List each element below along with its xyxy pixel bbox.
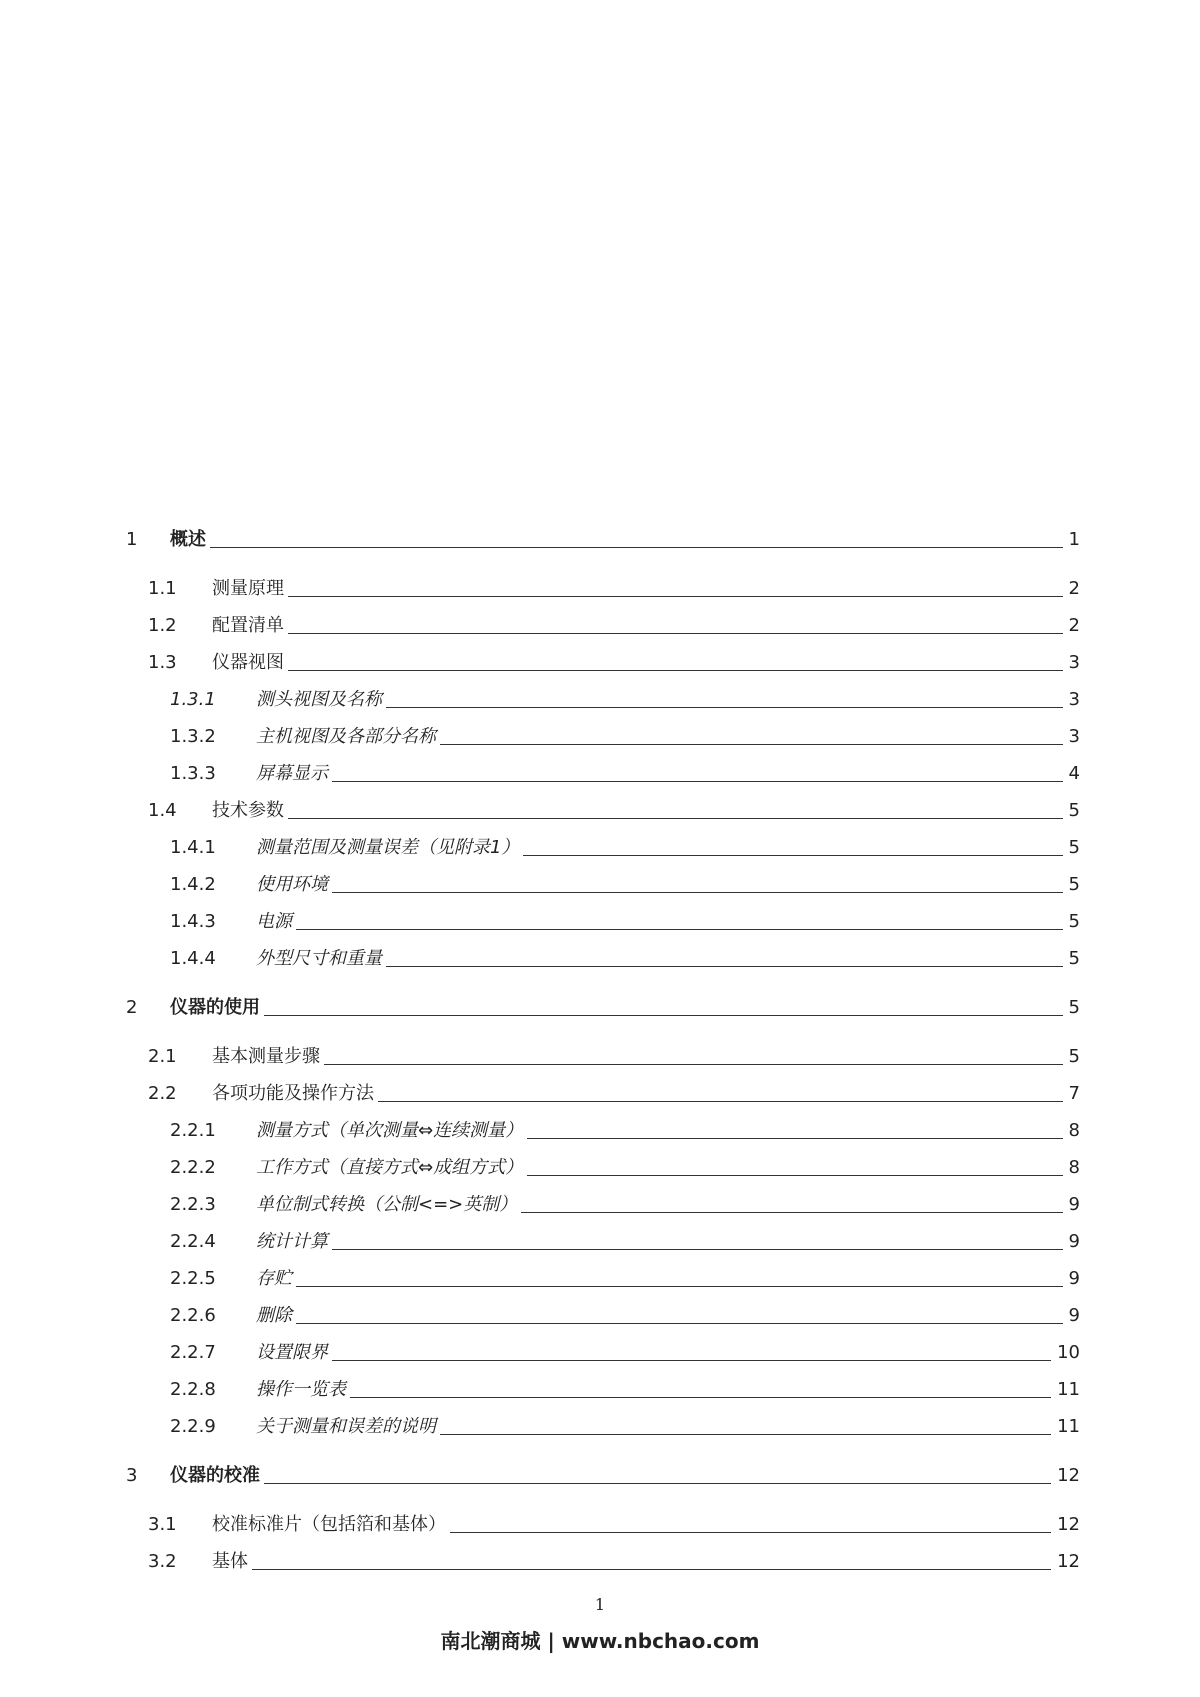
toc-entry-page: 5 xyxy=(1068,874,1080,895)
toc-entry-page: 12 xyxy=(1057,1514,1080,1535)
toc-entry-title: 单位制式转换（公制<=>英制） xyxy=(256,1194,518,1215)
toc-entry-page: 11 xyxy=(1057,1416,1080,1437)
toc-entry-page: 2 xyxy=(1068,615,1080,636)
toc-entry[interactable] xyxy=(126,993,1080,1019)
toc-entry[interactable] xyxy=(170,1227,1080,1253)
toc-leader-line xyxy=(450,1531,1051,1533)
toc-entry-number: 1.2 xyxy=(148,615,177,636)
toc-entry-page: 3 xyxy=(1068,652,1080,673)
toc-entry-title: 测量范围及测量误差（见附录1） xyxy=(256,837,520,858)
toc-entry[interactable] xyxy=(170,1375,1080,1401)
toc-entry-title: 测头视图及名称 xyxy=(256,689,382,710)
toc-entry[interactable] xyxy=(148,574,1080,600)
toc-entry-number: 1.3.1 xyxy=(170,689,216,710)
toc-entry[interactable] xyxy=(170,1264,1080,1290)
toc-entry-number: 2.2.6 xyxy=(170,1305,216,1326)
toc-leader-line xyxy=(332,1359,1051,1361)
toc-entry-number: 2.2.9 xyxy=(170,1416,216,1437)
toc-entry-page: 12 xyxy=(1057,1465,1080,1486)
toc-leader-line xyxy=(332,1248,1063,1250)
toc-leader-line xyxy=(378,1100,1063,1102)
toc-entry-page: 7 xyxy=(1068,1083,1080,1104)
toc-leader-line xyxy=(264,1014,1063,1016)
toc-entry-title: 删除 xyxy=(256,1305,292,1326)
toc-leader-line xyxy=(386,965,1063,967)
toc-leader-line xyxy=(527,1137,1062,1139)
toc-entry-title: 关于测量和误差的说明 xyxy=(256,1416,436,1437)
toc-leader-line xyxy=(523,854,1062,856)
toc-entry[interactable] xyxy=(170,685,1080,711)
footer-watermark: 南北潮商城 | www.nbchao.com xyxy=(440,1629,760,1653)
toc-entry-title: 概述 xyxy=(170,529,206,550)
toc-entry-title: 仪器的校准 xyxy=(170,1465,260,1486)
toc-entry[interactable] xyxy=(170,907,1080,933)
toc-entry-number: 1.3.2 xyxy=(170,726,216,747)
toc-entry[interactable] xyxy=(170,833,1080,859)
toc-entry-page: 4 xyxy=(1068,763,1080,784)
toc-entry-page: 1 xyxy=(1068,529,1080,550)
toc-entry-number: 1.1 xyxy=(148,578,177,599)
toc-leader-line xyxy=(288,817,1063,819)
toc-entry-page: 3 xyxy=(1068,689,1080,710)
toc-leader-line xyxy=(252,1568,1051,1570)
toc-entry[interactable] xyxy=(170,1116,1080,1142)
toc-entry-number: 1 xyxy=(126,529,138,550)
toc-entry-number: 3.2 xyxy=(148,1551,177,1572)
toc-leader-line xyxy=(332,780,1063,782)
toc-entry-number: 1.4.3 xyxy=(170,911,216,932)
toc-entry-title: 使用环境 xyxy=(256,874,328,895)
toc-entry-number: 2.2.4 xyxy=(170,1231,216,1252)
toc-entry-number: 1.4.2 xyxy=(170,874,216,895)
toc-entry-number: 1.3.3 xyxy=(170,763,216,784)
toc-entry[interactable] xyxy=(148,611,1080,637)
toc-entry-page: 5 xyxy=(1068,837,1080,858)
toc-entry-number: 2 xyxy=(126,997,138,1018)
toc-entry-page: 9 xyxy=(1068,1305,1080,1326)
toc-entry-number: 2.1 xyxy=(148,1046,177,1067)
toc-entry-title: 校准标准片（包括箔和基体） xyxy=(212,1514,446,1535)
toc-entry[interactable] xyxy=(126,525,1080,551)
toc-entry-page: 12 xyxy=(1057,1551,1080,1572)
toc-entry[interactable] xyxy=(170,1153,1080,1179)
toc-entry[interactable] xyxy=(170,722,1080,748)
toc-entry-title: 设置限界 xyxy=(256,1342,328,1363)
toc-leader-line xyxy=(296,1322,1063,1324)
toc-entry-title: 主机视图及各部分名称 xyxy=(256,726,436,747)
toc-entry-title: 操作一览表 xyxy=(256,1379,346,1400)
toc-leader-line xyxy=(440,743,1063,745)
toc-entry-page: 8 xyxy=(1068,1157,1080,1178)
toc-entry-page: 5 xyxy=(1068,997,1080,1018)
toc-entry-number: 1.3 xyxy=(148,652,177,673)
toc-entry[interactable] xyxy=(148,796,1080,822)
toc-leader-line xyxy=(527,1174,1062,1176)
toc-entry[interactable] xyxy=(148,648,1080,674)
toc-entry-number: 2.2.8 xyxy=(170,1379,216,1400)
toc-entry-number: 1.4.1 xyxy=(170,837,216,858)
toc-entry[interactable] xyxy=(126,1461,1080,1487)
toc-leader-line xyxy=(264,1482,1051,1484)
toc-leader-line xyxy=(332,891,1063,893)
toc-entry-page: 9 xyxy=(1068,1268,1080,1289)
toc-entry-number: 3 xyxy=(126,1465,138,1486)
toc-entry-title: 仪器视图 xyxy=(212,652,284,673)
toc-entry-number: 2.2.1 xyxy=(170,1120,216,1141)
toc-entry[interactable] xyxy=(148,1510,1080,1536)
toc-entry-number: 2.2.7 xyxy=(170,1342,216,1363)
toc-leader-line xyxy=(521,1211,1062,1213)
toc-entry-page: 3 xyxy=(1068,726,1080,747)
toc-entry-number: 2.2.3 xyxy=(170,1194,216,1215)
toc-entry-number: 2.2.2 xyxy=(170,1157,216,1178)
toc-entry[interactable] xyxy=(170,1190,1080,1216)
toc-entry-number: 3.1 xyxy=(148,1514,177,1535)
toc-entry-page: 11 xyxy=(1057,1379,1080,1400)
toc-leader-line xyxy=(296,928,1063,930)
toc-entry[interactable] xyxy=(170,1412,1080,1438)
toc-entry-page: 10 xyxy=(1057,1342,1080,1363)
toc-entry[interactable] xyxy=(170,759,1080,785)
toc-entry-title: 工作方式（直接方式⇔成组方式） xyxy=(256,1157,524,1178)
toc-entry[interactable] xyxy=(170,870,1080,896)
toc-entry-title: 电源 xyxy=(256,911,292,932)
toc-entry-page: 5 xyxy=(1068,800,1080,821)
toc-entry-title: 统计计算 xyxy=(256,1231,328,1252)
toc-entry[interactable] xyxy=(148,1042,1080,1068)
toc-entry-title: 技术参数 xyxy=(212,800,284,821)
toc-entry-title: 配置清单 xyxy=(212,615,284,636)
toc-leader-line xyxy=(386,706,1063,708)
toc-entry[interactable] xyxy=(170,944,1080,970)
toc-entry-page: 9 xyxy=(1068,1231,1080,1252)
toc-entry-page: 2 xyxy=(1068,578,1080,599)
toc-leader-line xyxy=(210,546,1063,548)
toc-entry-number: 2.2 xyxy=(148,1083,177,1104)
toc-leader-line xyxy=(296,1285,1063,1287)
toc-entry-page: 5 xyxy=(1068,1046,1080,1067)
toc-entry-title: 测量方式（单次测量⇔连续测量） xyxy=(256,1120,524,1141)
toc-entry-number: 1.4.4 xyxy=(170,948,216,969)
toc-entry-title: 各项功能及操作方法 xyxy=(212,1083,374,1104)
toc-entry[interactable] xyxy=(170,1301,1080,1327)
toc-leader-line xyxy=(440,1433,1051,1435)
toc-entry-title: 存贮 xyxy=(256,1268,292,1289)
page-number: 1 xyxy=(594,1595,606,1614)
toc-entry-page: 5 xyxy=(1068,911,1080,932)
toc-entry-number: 2.2.5 xyxy=(170,1268,216,1289)
toc-entry[interactable] xyxy=(170,1338,1080,1364)
toc-entry-title: 基体 xyxy=(212,1551,248,1572)
toc-entry-title: 基本测量步骤 xyxy=(212,1046,320,1067)
toc-leader-line xyxy=(324,1063,1063,1065)
toc-entry-title: 屏幕显示 xyxy=(256,763,328,784)
toc-leader-line xyxy=(288,632,1063,634)
toc-leader-line xyxy=(288,595,1063,597)
toc-entry-page: 9 xyxy=(1068,1194,1080,1215)
toc-entry-title: 外型尺寸和重量 xyxy=(256,948,382,969)
toc-entry-number: 1.4 xyxy=(148,800,177,821)
toc-entry-title: 测量原理 xyxy=(212,578,284,599)
toc-leader-line xyxy=(288,669,1063,671)
toc-entry-title: 仪器的使用 xyxy=(170,997,260,1018)
toc-entry-page: 5 xyxy=(1068,948,1080,969)
toc-entry-page: 8 xyxy=(1068,1120,1080,1141)
toc-entry[interactable] xyxy=(148,1079,1080,1105)
toc-leader-line xyxy=(350,1396,1051,1398)
toc-entry[interactable] xyxy=(148,1547,1080,1573)
